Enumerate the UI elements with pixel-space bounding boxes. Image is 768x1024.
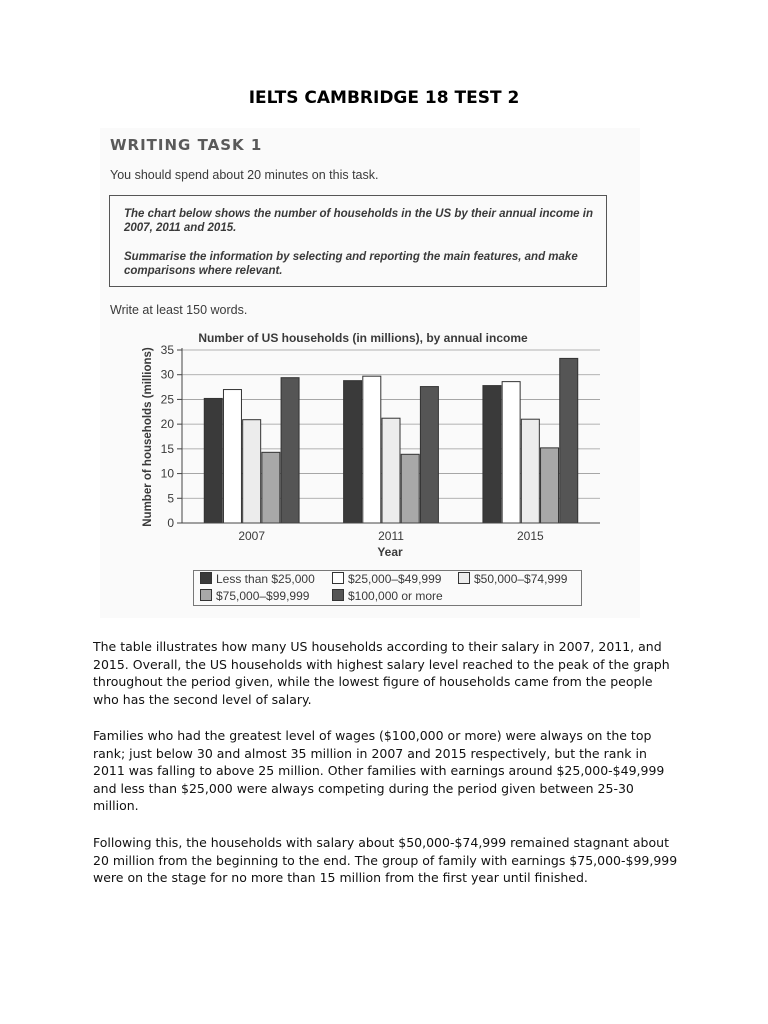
legend-label: $50,000–$74,999 xyxy=(474,572,568,586)
chart-legend xyxy=(193,570,582,606)
legend-swatch xyxy=(458,572,470,584)
legend-label: Less than $25,000 xyxy=(216,572,315,586)
essay-paragraph-2 xyxy=(93,727,678,815)
bar-2015-series-4 xyxy=(560,358,578,523)
x-tick-label: 2015 xyxy=(516,529,544,543)
task-instruction: You should spend about 20 minutes on this task. xyxy=(110,168,379,182)
task-prompt-box xyxy=(109,195,607,287)
legend-item-75000-99999 xyxy=(200,589,309,605)
legend-label: $75,000–$99,999 xyxy=(216,589,310,603)
y-tick-label: 25 xyxy=(160,392,174,407)
bar-chart xyxy=(130,325,610,565)
legend-item-50000-74999 xyxy=(458,572,567,588)
essay-text: Families who had the greatest level of wages ($100,000 or more) were always on the top rank; just below 30 and almost 35 million in 2007 and 2015 respectively, but the rank in 2011 was falling to above 25 million. Other families with earnings around $25,000-$49,999 and less than $25,000 were always competing during the period given between 25-30 million. xyxy=(93,728,665,813)
bar-2011-series-1 xyxy=(363,376,381,523)
legend-label: $25,000–$49,999 xyxy=(348,572,442,586)
y-tick-label: 5 xyxy=(167,491,174,506)
bar-2011-series-3 xyxy=(401,454,419,523)
bar-2007-series-1 xyxy=(223,390,241,523)
x-tick-label: 2007 xyxy=(238,529,266,543)
x-tick-label: 2011 xyxy=(378,529,404,543)
x-axis-label: Year xyxy=(377,545,403,559)
task-heading: WRITING TASK 1 xyxy=(110,136,263,154)
bar-2011-series-4 xyxy=(420,387,438,523)
bar-2011-series-2 xyxy=(382,418,400,523)
bar-2015-series-0 xyxy=(483,386,501,523)
legend-item-less-than-25000 xyxy=(200,572,315,588)
page-title: IELTS CAMBRIDGE 18 TEST 2 xyxy=(248,88,520,108)
legend-swatch xyxy=(332,589,344,601)
word-count-instruction: Write at least 150 words. xyxy=(110,303,248,317)
legend-swatch xyxy=(200,589,212,601)
bar-2011-series-0 xyxy=(344,381,362,523)
bar-2007-series-3 xyxy=(262,452,280,523)
bar-2007-series-2 xyxy=(243,420,261,523)
bar-2007-series-4 xyxy=(281,378,299,523)
legend-swatch xyxy=(332,572,344,584)
essay-paragraph-1 xyxy=(93,638,678,708)
legend-item-25000-49999 xyxy=(332,572,441,588)
legend-item-100000-or-more xyxy=(332,589,443,605)
essay-text: The table illustrates how many US households according to their salary in 2007, 2011, and 2015. Overall, the US households with highest salary level reached to the peak of the graph throughout the period given, while the lowest figure of households came from the people who has the second level of salary. xyxy=(93,639,670,707)
bar-2007-series-0 xyxy=(204,398,222,523)
bar-2015-series-2 xyxy=(521,419,539,523)
y-tick-label: 15 xyxy=(160,441,174,456)
y-tick-label: 35 xyxy=(160,343,174,357)
bar-2015-series-1 xyxy=(502,382,520,523)
bar-2015-series-3 xyxy=(541,448,559,523)
y-tick-label: 0 xyxy=(167,516,174,530)
y-tick-label: 10 xyxy=(160,466,174,481)
chart-title: Number of US households (in millions), by annual income xyxy=(198,331,528,345)
task-prompt-description: The chart below shows the number of households in the US by their annual income in 2007, 2011 and 2015. xyxy=(124,208,593,234)
y-axis-label: Number of households (millions) xyxy=(142,347,154,527)
y-tick-label: 30 xyxy=(160,367,174,382)
y-tick-label: 20 xyxy=(160,417,174,432)
essay-text: Following this, the households with salary about $50,000-$74,999 remained stagnant about 20 million from the beginning to the end. The group of family with earnings $75,000-$99,999 were on the stage for no more than 15 million from the first year until finished. xyxy=(93,835,678,885)
legend-label: $100,000 or more xyxy=(348,589,443,603)
essay-paragraph-3 xyxy=(93,834,678,887)
legend-swatch xyxy=(200,572,212,584)
task-prompt-instruction: Summarise the information by selecting and reporting the main features, and make comparisons where relevant. xyxy=(124,251,578,277)
